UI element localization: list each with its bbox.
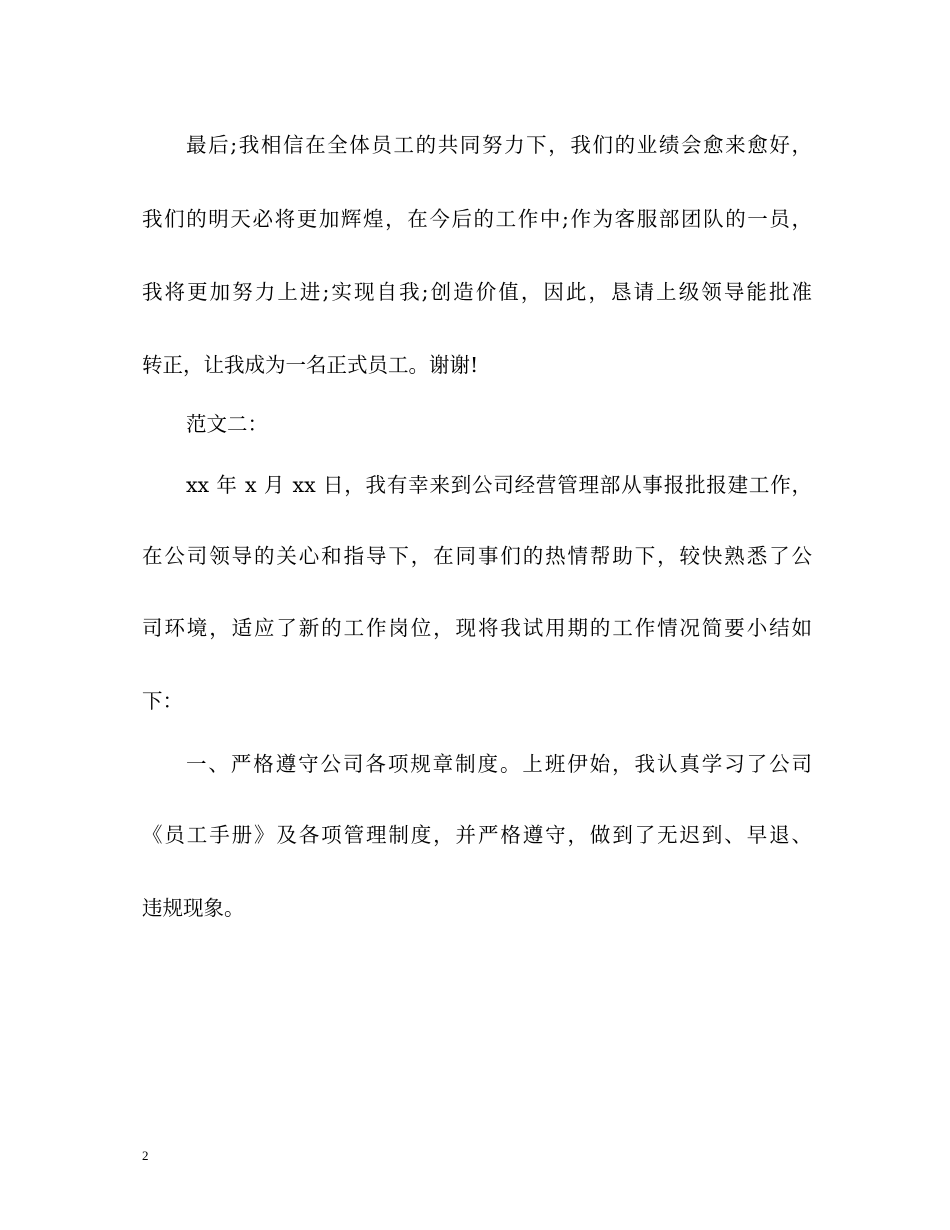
paragraph-line: 最后;我相信在全体员工的共同努力下，我们的业绩会愈来愈好， (186, 133, 812, 157)
paragraph-line: 下： (142, 689, 183, 713)
paragraph-line: 一、严格遵守公司各项规章制度。上班伊始，我认真学习了公司 (186, 752, 812, 776)
paragraph-line: 《员工手册》及各项管理制度，并严格遵守，做到了无迟到、早退、 (142, 823, 812, 847)
paragraph-line: 司环境，适应了新的工作岗位，现将我试用期的工作情况简要小结如 (142, 616, 812, 640)
paragraph-line: xx 年 x 月 xx 日，我有幸来到公司经营管理部从事报批报建工作， (186, 473, 812, 497)
paragraph-line: 违规现象。 (142, 896, 245, 920)
paragraph-line: 我将更加努力上进;实现自我;创造价值，因此，恳请上级领导能批准 (142, 280, 812, 304)
paragraph-line: 转正，让我成为一名正式员工。谢谢! (142, 353, 479, 377)
paragraph-line: 我们的明天必将更加辉煌，在今后的工作中;作为客服部团队的一员， (142, 207, 812, 231)
section-heading: 范文二： (186, 412, 268, 436)
paragraph-line: 在公司领导的关心和指导下，在同事们的热情帮助下，较快熟悉了公 (142, 544, 812, 568)
page-number: 2 (142, 1148, 149, 1163)
